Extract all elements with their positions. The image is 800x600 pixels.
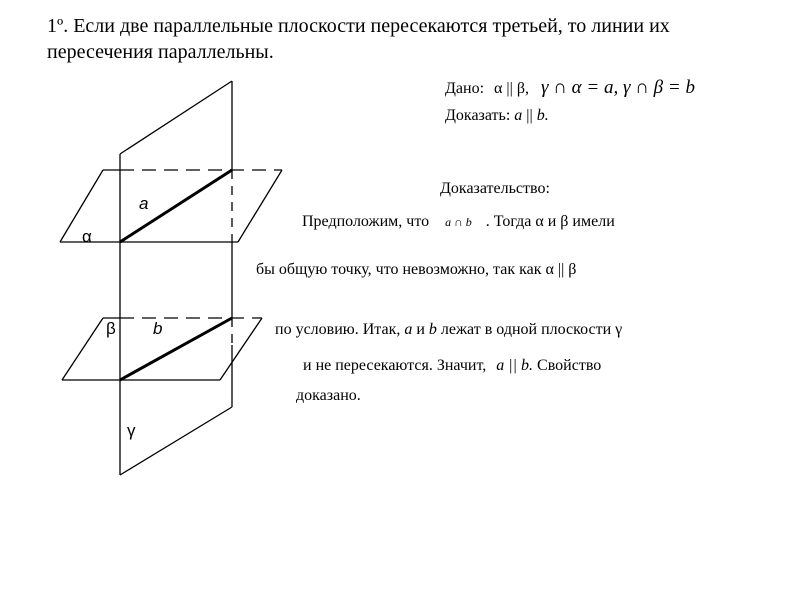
proof-heading: Доказательство: bbox=[440, 180, 550, 197]
proof-intersection-formula: a ∩ b bbox=[445, 215, 472, 229]
proof-line-1-end: . Тогда α и β имели bbox=[485, 213, 615, 230]
given-parallel-condition: α || β, bbox=[494, 80, 529, 97]
theorem-line-2: пересечения параллельны. bbox=[47, 41, 274, 63]
gamma-top-edge bbox=[120, 81, 232, 154]
proof-line-3-start: по условию. Итак, bbox=[275, 321, 401, 338]
line-b bbox=[120, 318, 232, 380]
label-b: b bbox=[153, 319, 163, 338]
beta-left-edge bbox=[62, 318, 103, 380]
label-gamma: γ bbox=[127, 421, 136, 440]
proof-line-3-and: и bbox=[416, 321, 425, 338]
proof-line-5: доказано. bbox=[296, 387, 361, 404]
proof-line-4-start: и не пересекаются. Значит, bbox=[303, 357, 487, 374]
prove-line-b: b. bbox=[536, 107, 549, 124]
prove-parallel-sign: || bbox=[526, 107, 533, 124]
proof-line-3-b: b bbox=[428, 321, 437, 338]
proof-line-1-start: Предположим, что bbox=[302, 213, 430, 230]
label-a: a bbox=[139, 194, 149, 213]
proof-line-4-conclusion: a || b. bbox=[496, 357, 534, 374]
proof-line-3-a: a bbox=[404, 321, 413, 338]
proof-line-3-end: лежат в одной плоскости γ bbox=[440, 321, 623, 338]
proof-line-2: бы общую точку, что невозможно, так как α || β bbox=[256, 261, 577, 278]
prove-line-a: a bbox=[514, 107, 523, 124]
theorem-line-1: 1º. Если две параллельные плоскости пересекаются третьей, то линии их bbox=[47, 15, 670, 37]
beta-right-edge bbox=[220, 318, 262, 380]
alpha-right-edge bbox=[238, 170, 282, 242]
prove-label: Доказать: bbox=[445, 107, 511, 124]
proof-line-4-end: Свойство bbox=[537, 357, 602, 374]
label-alpha: α bbox=[82, 227, 92, 246]
given-label: Дано: bbox=[445, 80, 485, 97]
gamma-bottom-edge bbox=[120, 407, 232, 475]
given-intersection-formula: γ ∩ α = a, γ ∩ β = b bbox=[540, 77, 695, 98]
label-beta: β bbox=[106, 319, 116, 338]
line-a bbox=[120, 170, 232, 242]
